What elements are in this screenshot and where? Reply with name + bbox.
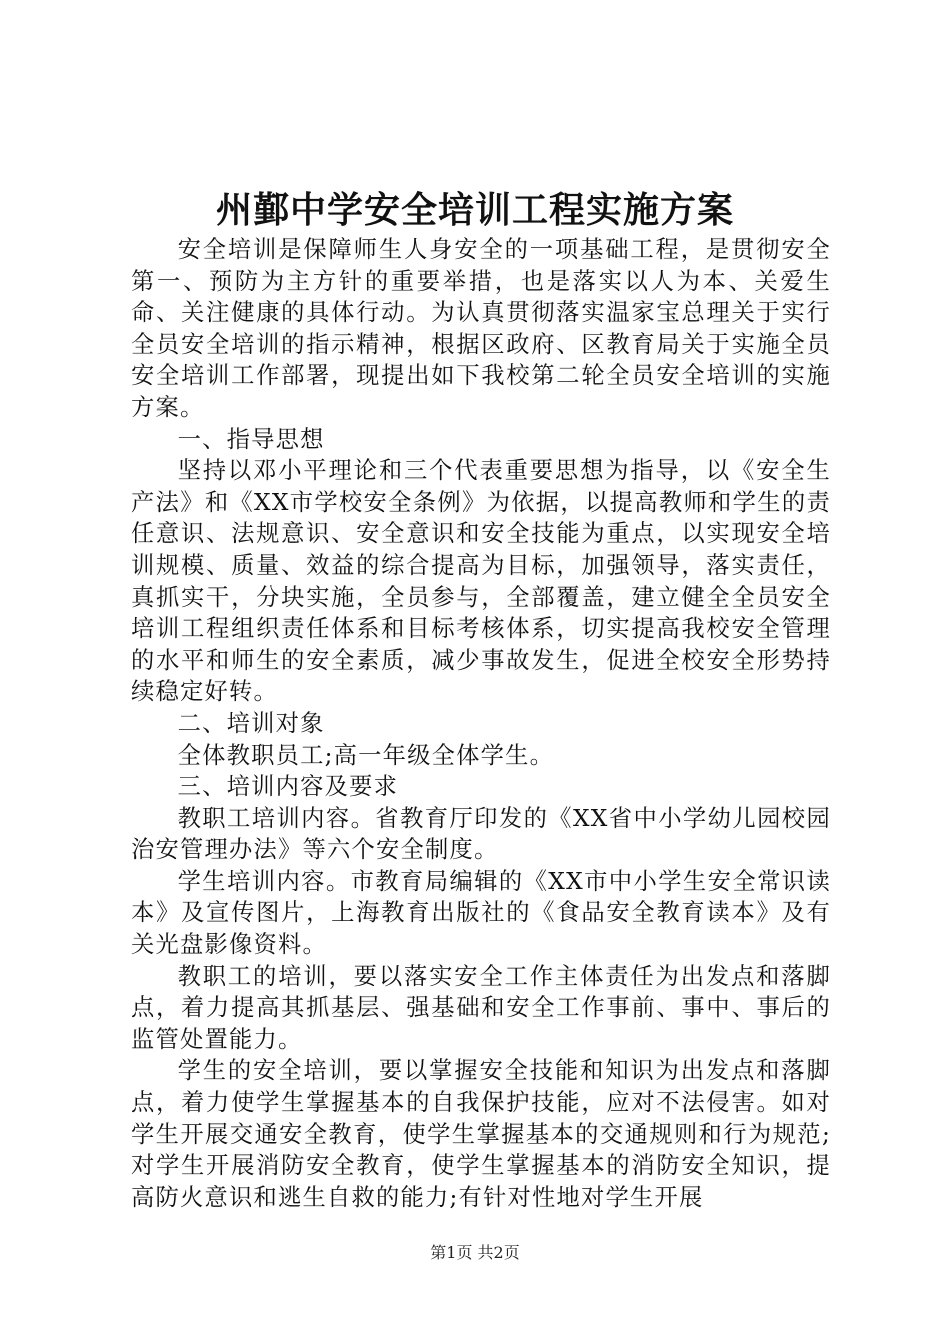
paragraph-guiding-ideology: 坚持以邓小平理论和三个代表重要思想为指导，以《安全生产法》和《XX市学校安全条例》为依据，以提高教师和学生的责任意识、法规意识、安全意识和安全技能为重点，以实现安全培训规模、质量、效益的综合提高为目标，加强领导，落实责任，真抓实干，分块实施，全员参与，全部覆盖，建立健全全员安全培训工程组织责任体系和目标考核体系，切实提高我校安全管理的水平和师生的安全素质，减少事故发生，促进全校安全形势持续稳定好转。 [131, 457, 831, 706]
page-number-footer: 第1页 共2页 [430, 1243, 520, 1262]
paragraph-training-targets: 全体教职员工;高一年级全体学生。 [177, 741, 555, 769]
section-heading-training-targets: 二、培训对象 [177, 709, 325, 737]
paragraph-intro: 安全培训是保障师生人身安全的一项基础工程，是贯彻安全第一、预防为主方针的重要举措，也是落实以人为本、关爱生命、关注健康的具体行动。为认真贯彻落实温家宝总理关于实行全员安全培训的指示精神，根据区政府、区教育局关于实施全员安全培训工作部署，现提出如下我校第二轮全员安全培训的实施方案。 [131, 236, 831, 421]
document-body [131, 234, 831, 1213]
section-heading-training-content: 三、培训内容及要求 [177, 773, 399, 801]
section-heading-guiding-ideology: 一、指导思想 [177, 425, 325, 453]
paragraph-staff-content: 教职工培训内容。省教育厅印发的《XX省中小学幼儿园校园治安管理办法》等六个安全制度。 [131, 804, 831, 864]
paragraph-student-content: 学生培训内容。市教育局编辑的《XX市中小学生安全常识读本》及宣传图片，上海教育出版社的《食品安全教育读本》及有关光盘影像资料。 [131, 867, 831, 959]
paragraph-staff-training: 教职工的培训，要以落实安全工作主体责任为出发点和落脚点，着力提高其抓基层、强基础和安全工作事前、事中、事后的监管处置能力。 [131, 962, 831, 1053]
page-title: 州鄞中学安全培训工程实施方案 [215, 189, 734, 231]
paragraph-student-training: 学生的安全培训，要以掌握安全技能和知识为出发点和落脚点，着力使学生掌握基本的自我保护技能，应对不法侵害。如对学生开展交通安全教育，使学生掌握基本的交通规则和行为规范;对学生开展消防安全教育，使学生掌握基本的消防安全知识，提高防火意识和逃生自救的能力;有针对性地对学生开展 [131, 1057, 831, 1211]
